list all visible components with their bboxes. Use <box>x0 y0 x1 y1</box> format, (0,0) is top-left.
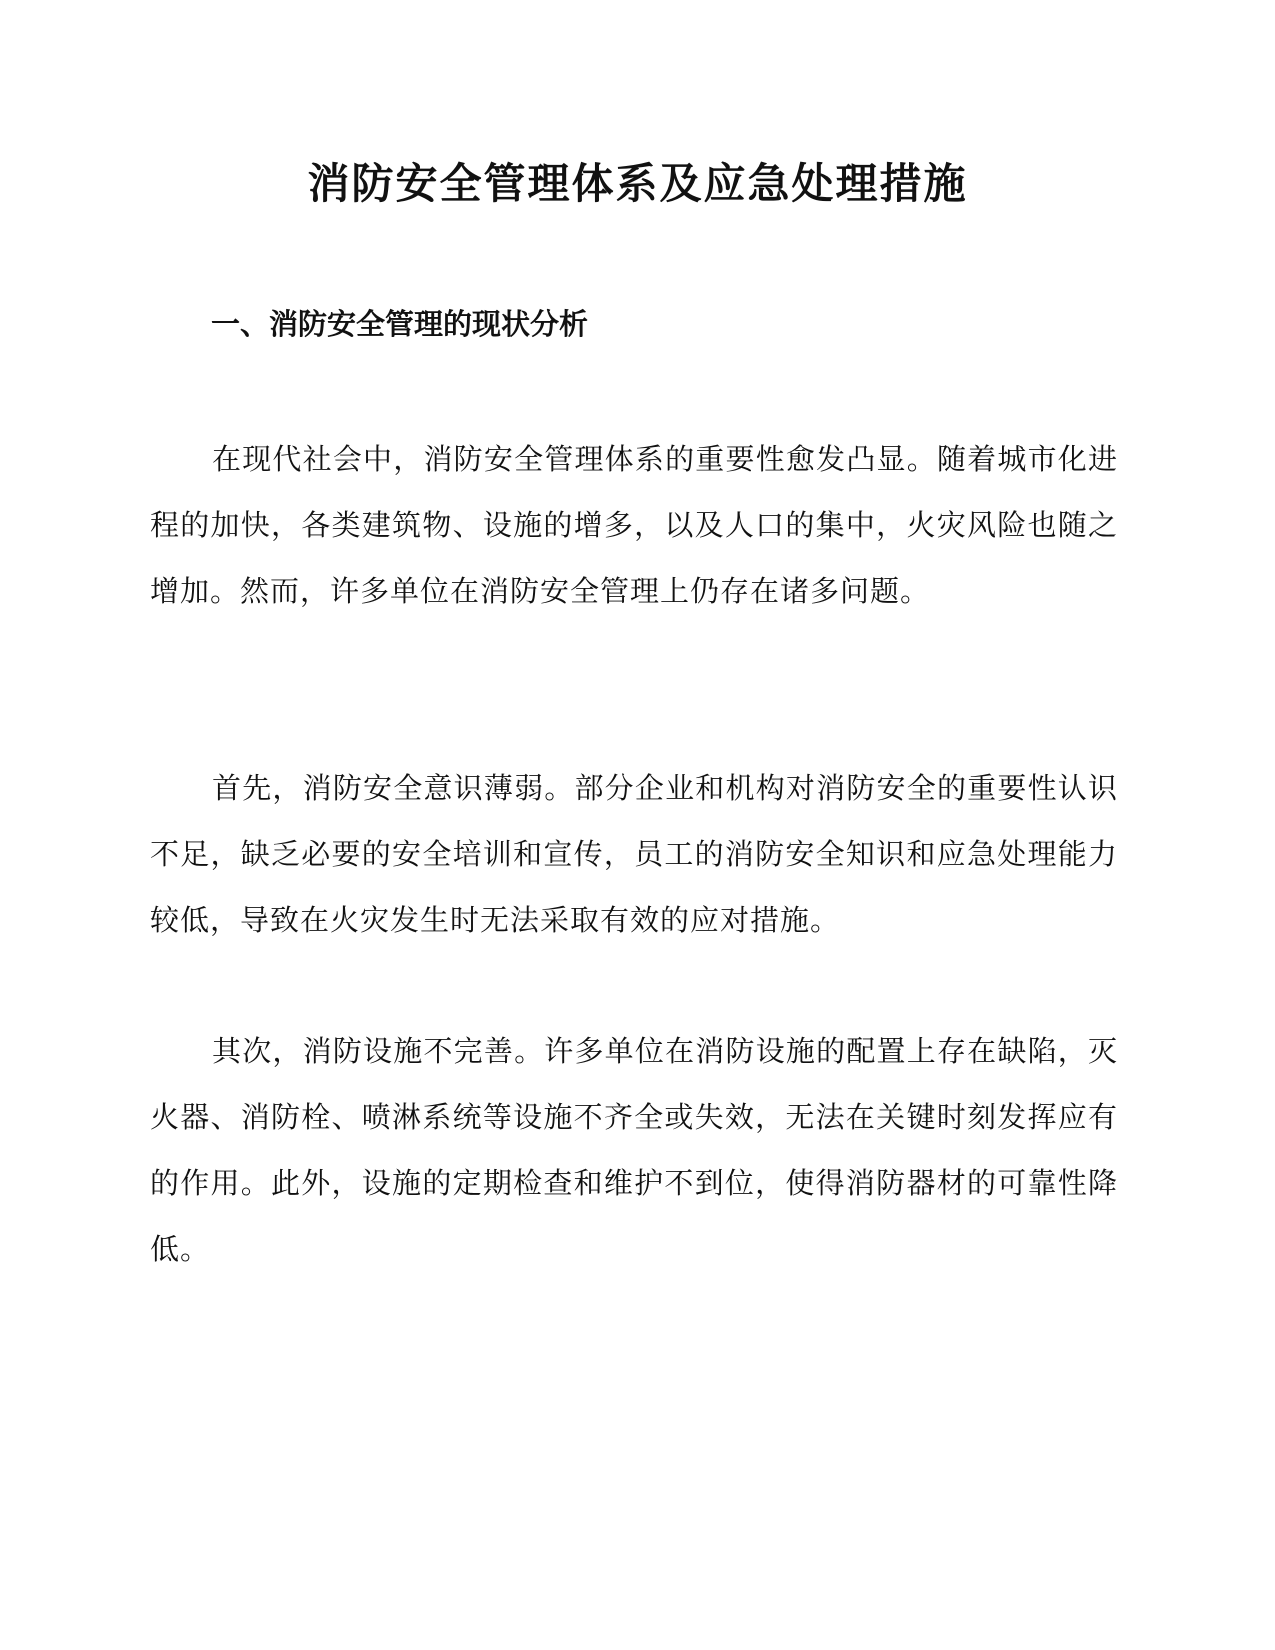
paragraph-incomplete-facilities: 其次，消防设施不完善。许多单位在消防设施的配置上存在缺陷，灭火器、消防栓、喷淋系统等设施不齐全或失效，无法在关键时刻发挥应有的作用。此外，设施的定期检查和维护不到位，使得消防器材的可靠性降低。 <box>150 1034 1118 1266</box>
paragraph-weak-awareness: 首先，消防安全意识薄弱。部分企业和机构对消防安全的重要性认识不足，缺乏必要的安全培训和宣传，员工的消防安全知识和应急处理能力较低，导致在火灾发生时无法采取有效的应对措施。 <box>150 771 1118 937</box>
paragraph-current-situation: 在现代社会中，消防安全管理体系的重要性愈发凸显。随着城市化进程的加快，各类建筑物、设施的增多，以及人口的集中，火灾风险也随之增加。然而，许多单位在消防安全管理上仍存在诸多问题。 <box>150 442 1118 608</box>
document-title: 消防安全管理体系及应急处理措施 <box>307 159 968 208</box>
section-heading: 一、消防安全管理的现状分析 <box>211 307 589 341</box>
